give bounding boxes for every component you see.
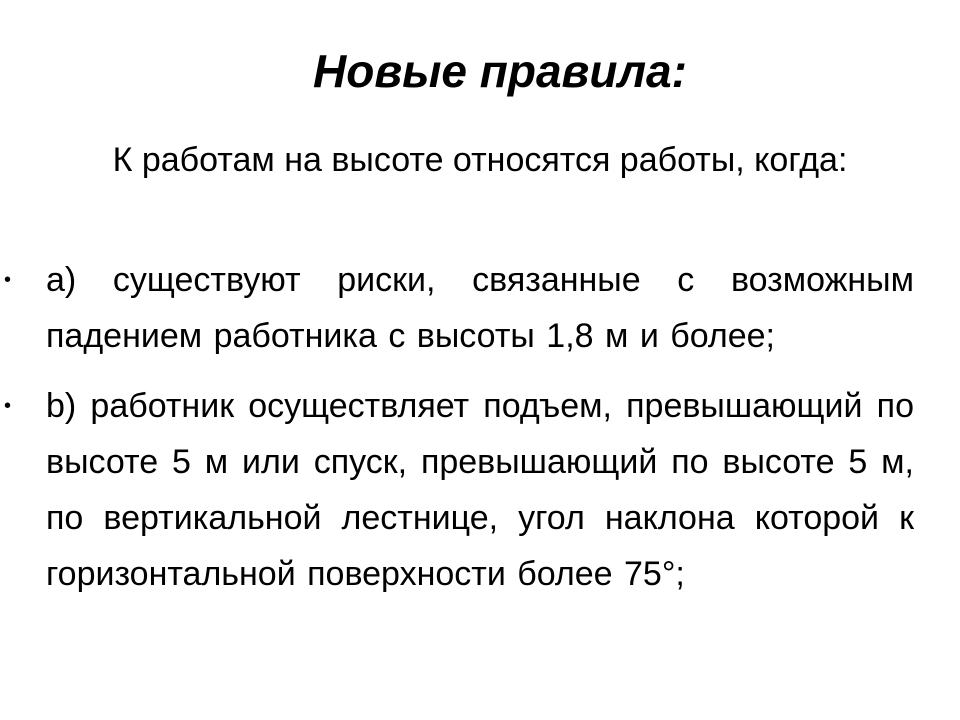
bullet-icon: • [4, 269, 12, 291]
list-item-text: a) существуют риски, связанные с возможным падением работника с высоты 1,8 м и более; [46, 261, 914, 355]
list-item-text: b) работник осуществляет подъем, превышающий по высоте 5 м или спуск, превышающий по высоте 5 м, по вертикальной лестнице, угол наклона которой к горизонтальной поверхности более 75°; [46, 387, 914, 593]
slide-title: Новые правила: [313, 45, 687, 97]
list-item [0, 252, 960, 364]
intro-text: К работам на высоте относятся работы, когда: [112, 141, 848, 179]
bullet-icon: • [4, 395, 12, 417]
list-item [0, 378, 960, 602]
rules-list [0, 252, 960, 616]
